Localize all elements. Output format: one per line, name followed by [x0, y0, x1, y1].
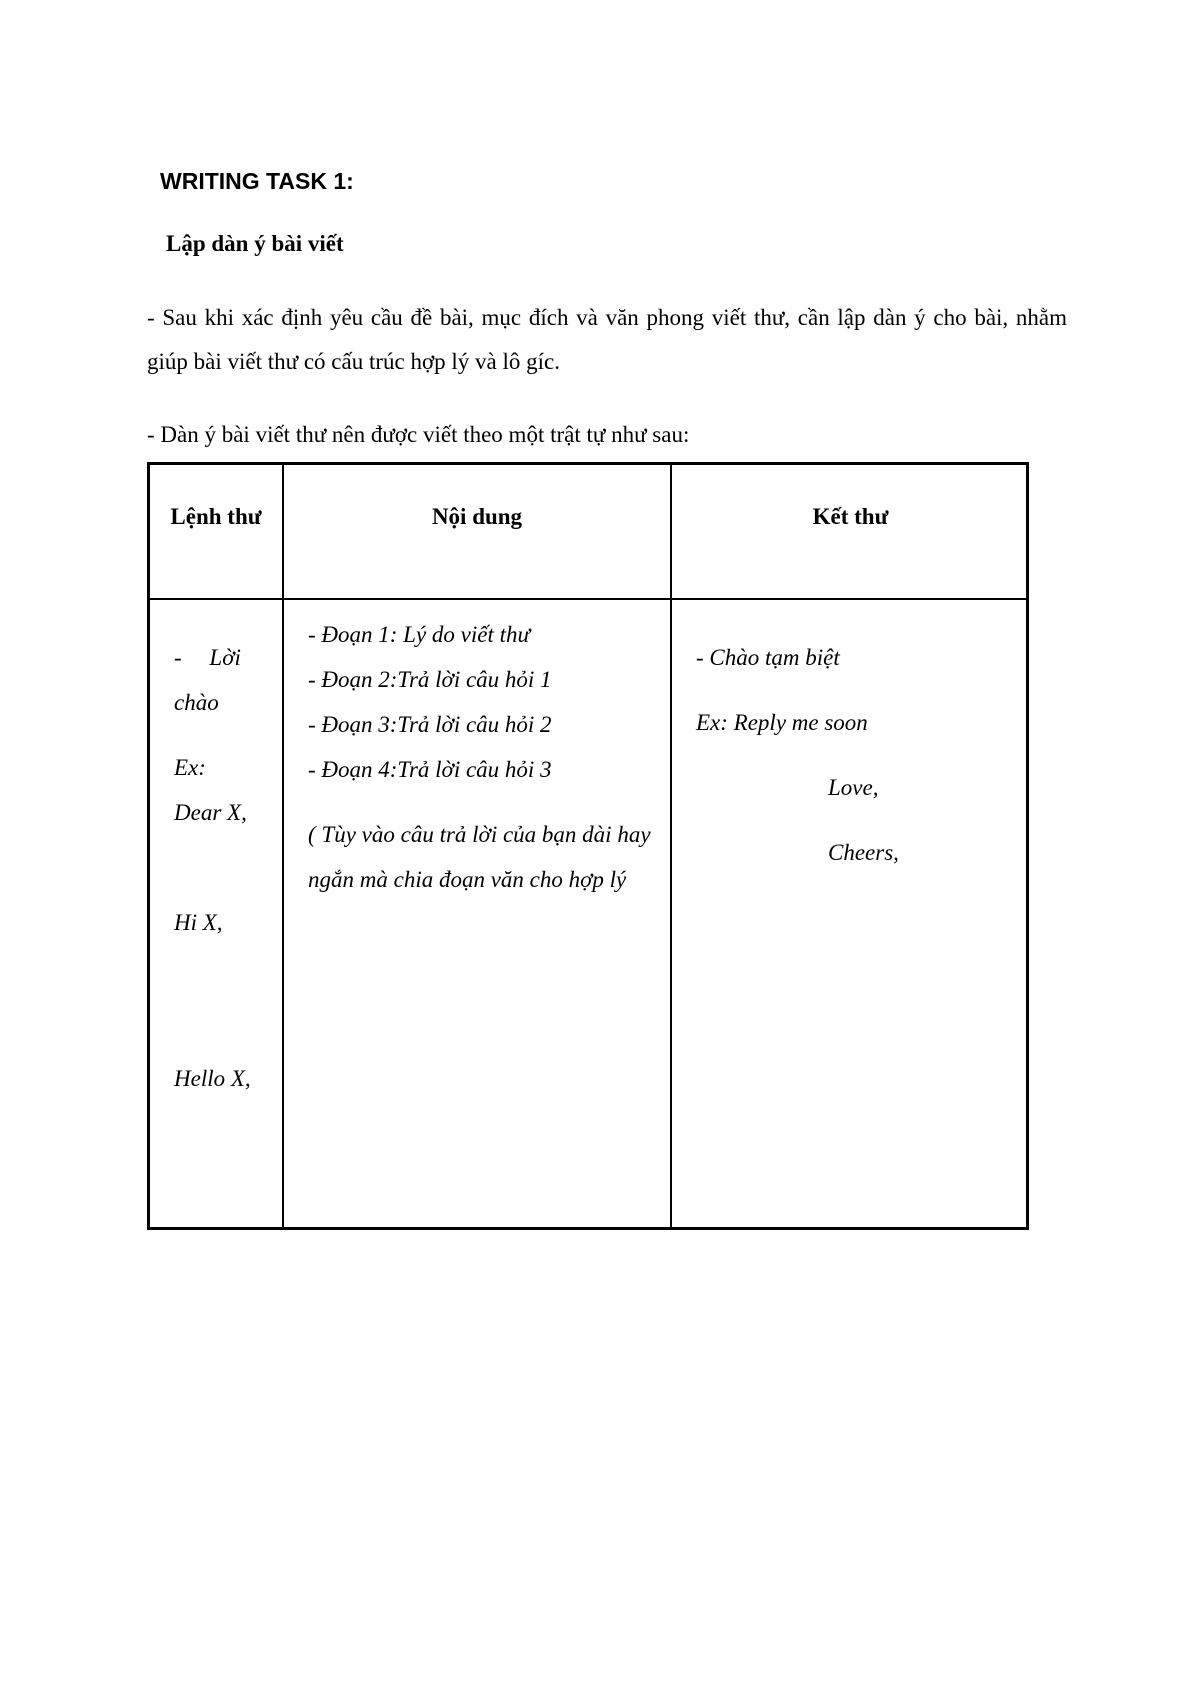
greeting-example-dear: Dear X,	[174, 800, 247, 825]
intro-paragraph: - Sau khi xác định yêu cầu đề bài, mục đích và văn phong viết thư, cần lập dàn ý cho bài, nhằm giúp bài viết thư có cấu trúc hợp lý và lô gíc.	[147, 305, 1067, 374]
header-closing: Kết thư	[812, 504, 889, 529]
closing-cell	[696, 635, 1016, 875]
example-label: Ex:	[174, 755, 206, 780]
outline-intro-paragraph: - Dàn ý bài viết thư nên được viết theo một trật tự như sau:	[147, 422, 690, 447]
page-heading: WRITING TASK 1:	[160, 168, 354, 194]
opening-cell	[174, 635, 264, 1101]
column-divider	[670, 465, 672, 1227]
letter-outline-table	[147, 462, 1029, 1230]
paragraph-note: ( Tùy vào câu trả lời của bạn dài hay ngắn mà chia đoạn văn cho hợp lý	[308, 822, 651, 892]
section-subheading: Lập dàn ý bài viết	[166, 231, 344, 256]
greeting-example-hello: Hello X,	[174, 1066, 251, 1091]
row-divider	[150, 598, 1026, 600]
greeting-example-hi: Hi X,	[174, 910, 223, 935]
farewell-label: - Chào tạm biệt	[696, 645, 840, 670]
content-cell	[308, 612, 653, 902]
list-item: - Đoạn 1: Lý do viết thư	[308, 622, 531, 647]
signoff-love: Love,	[828, 775, 879, 800]
list-item: - Đoạn 4:Trả lời câu hỏi 3	[308, 757, 552, 782]
column-divider	[282, 465, 284, 1227]
header-opening: Lệnh thư	[170, 504, 262, 529]
list-item: - Đoạn 2:Trả lời câu hỏi 1	[308, 667, 552, 692]
header-content: Nội dung	[431, 504, 523, 529]
signoff-cheers: Cheers,	[828, 840, 899, 865]
greeting-label: - Lời chào	[174, 645, 241, 715]
list-item: - Đoạn 3:Trả lời câu hỏi 2	[308, 712, 552, 737]
closing-example: Ex: Reply me soon	[696, 710, 868, 735]
